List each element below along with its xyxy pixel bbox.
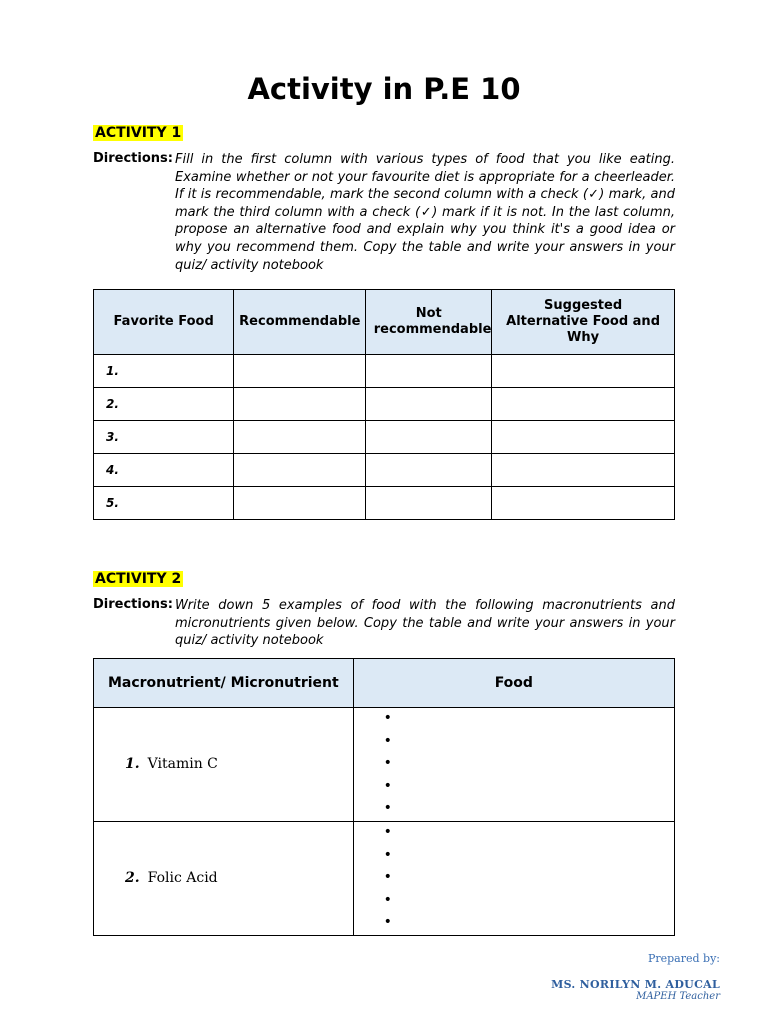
nutrient-label: Vitamin C (147, 756, 218, 773)
activity-1-directions-label: Directions: (93, 151, 173, 166)
table-cell (492, 388, 675, 421)
header-recommendable: Recommendable (234, 290, 366, 355)
nutrient-cell (94, 708, 354, 822)
bullet-list (354, 822, 674, 935)
nutrient-label: Folic Acid (147, 870, 218, 887)
table-row (94, 487, 675, 520)
nutrient-cell (94, 821, 354, 935)
activity-2-directions-label: Directions: (93, 597, 173, 612)
table-cell (366, 487, 492, 520)
table-cell (234, 421, 366, 454)
food-cell (353, 708, 674, 822)
bullet-item: • (383, 732, 392, 749)
table-cell (234, 454, 366, 487)
table-header-row (94, 659, 675, 708)
header-favorite-food: Favorite Food (94, 290, 234, 355)
table-row (94, 421, 675, 454)
bullet-item: • (383, 710, 392, 726)
table-header-row (94, 290, 675, 355)
bullet-item: • (383, 869, 392, 886)
activity-1-directions-text: Fill in the first column with various types of food that you like eating. Examine whether or not your favourite diet is appropriate for a cheerleader. If it is recommendable, mark the second column with a check (✓) mark, and mark the third column with a check (✓) mark if it is not. In the last column, propose an alternative food and explain why you think it's a good idea or why you recommend them. Copy the table and write your answers in your quiz/ activity notebook (175, 152, 675, 273)
header-not-recommendable: Not recommendable (366, 290, 492, 355)
table-cell (366, 421, 492, 454)
row-number: 5. (94, 487, 234, 520)
table-cell (492, 355, 675, 388)
bullet-item: • (383, 777, 392, 794)
table-row (94, 355, 675, 388)
table-cell (234, 388, 366, 421)
bullet-item: • (383, 891, 392, 908)
bullet-item: • (383, 914, 392, 931)
bullet-list (354, 708, 674, 821)
activity-1-table (93, 289, 675, 520)
table-cell (492, 421, 675, 454)
bullet-item: • (383, 846, 392, 863)
row-number: 4. (94, 454, 234, 487)
row-number: 3. (94, 421, 234, 454)
bullet-item: • (383, 823, 392, 840)
activity-2-directions-text: Write down 5 examples of food with the following macronutrients and micronutrients given below. Copy the table and write your answers in your quiz/ activity notebook (175, 598, 675, 649)
table-row (94, 454, 675, 487)
table-row (94, 708, 675, 822)
table-cell (492, 487, 675, 520)
teacher-role: MAPEH Teacher (636, 991, 720, 1002)
bullet-item: • (383, 755, 392, 772)
row-number: 2. (94, 388, 234, 421)
teacher-name: MS. NORILYN M. ADUCAL (551, 978, 720, 991)
activity-1-heading: ACTIVITY 1 (95, 125, 182, 141)
bullet-item: • (383, 800, 392, 817)
header-suggested-alternative: Suggested Alternative Food and Why (492, 290, 675, 355)
activity-2-heading: ACTIVITY 2 (95, 571, 182, 587)
food-cell (353, 821, 674, 935)
table-row (94, 821, 675, 935)
table-row (94, 388, 675, 421)
table-cell (366, 454, 492, 487)
activity-2-table (93, 658, 675, 936)
table-cell (366, 388, 492, 421)
header-macronutrient: Macronutrient/ Micronutrient (94, 659, 354, 708)
row-number: 1. (94, 355, 234, 388)
nutrient-number: 2. (125, 870, 140, 887)
prepared-by-label: Prepared by: (647, 952, 720, 965)
header-food: Food (353, 659, 674, 708)
table-cell (366, 355, 492, 388)
table-cell (492, 454, 675, 487)
table-cell (234, 487, 366, 520)
nutrient-number: 1. (125, 756, 140, 773)
table-cell (234, 355, 366, 388)
page-title: Activity in P.E 10 (247, 72, 521, 106)
